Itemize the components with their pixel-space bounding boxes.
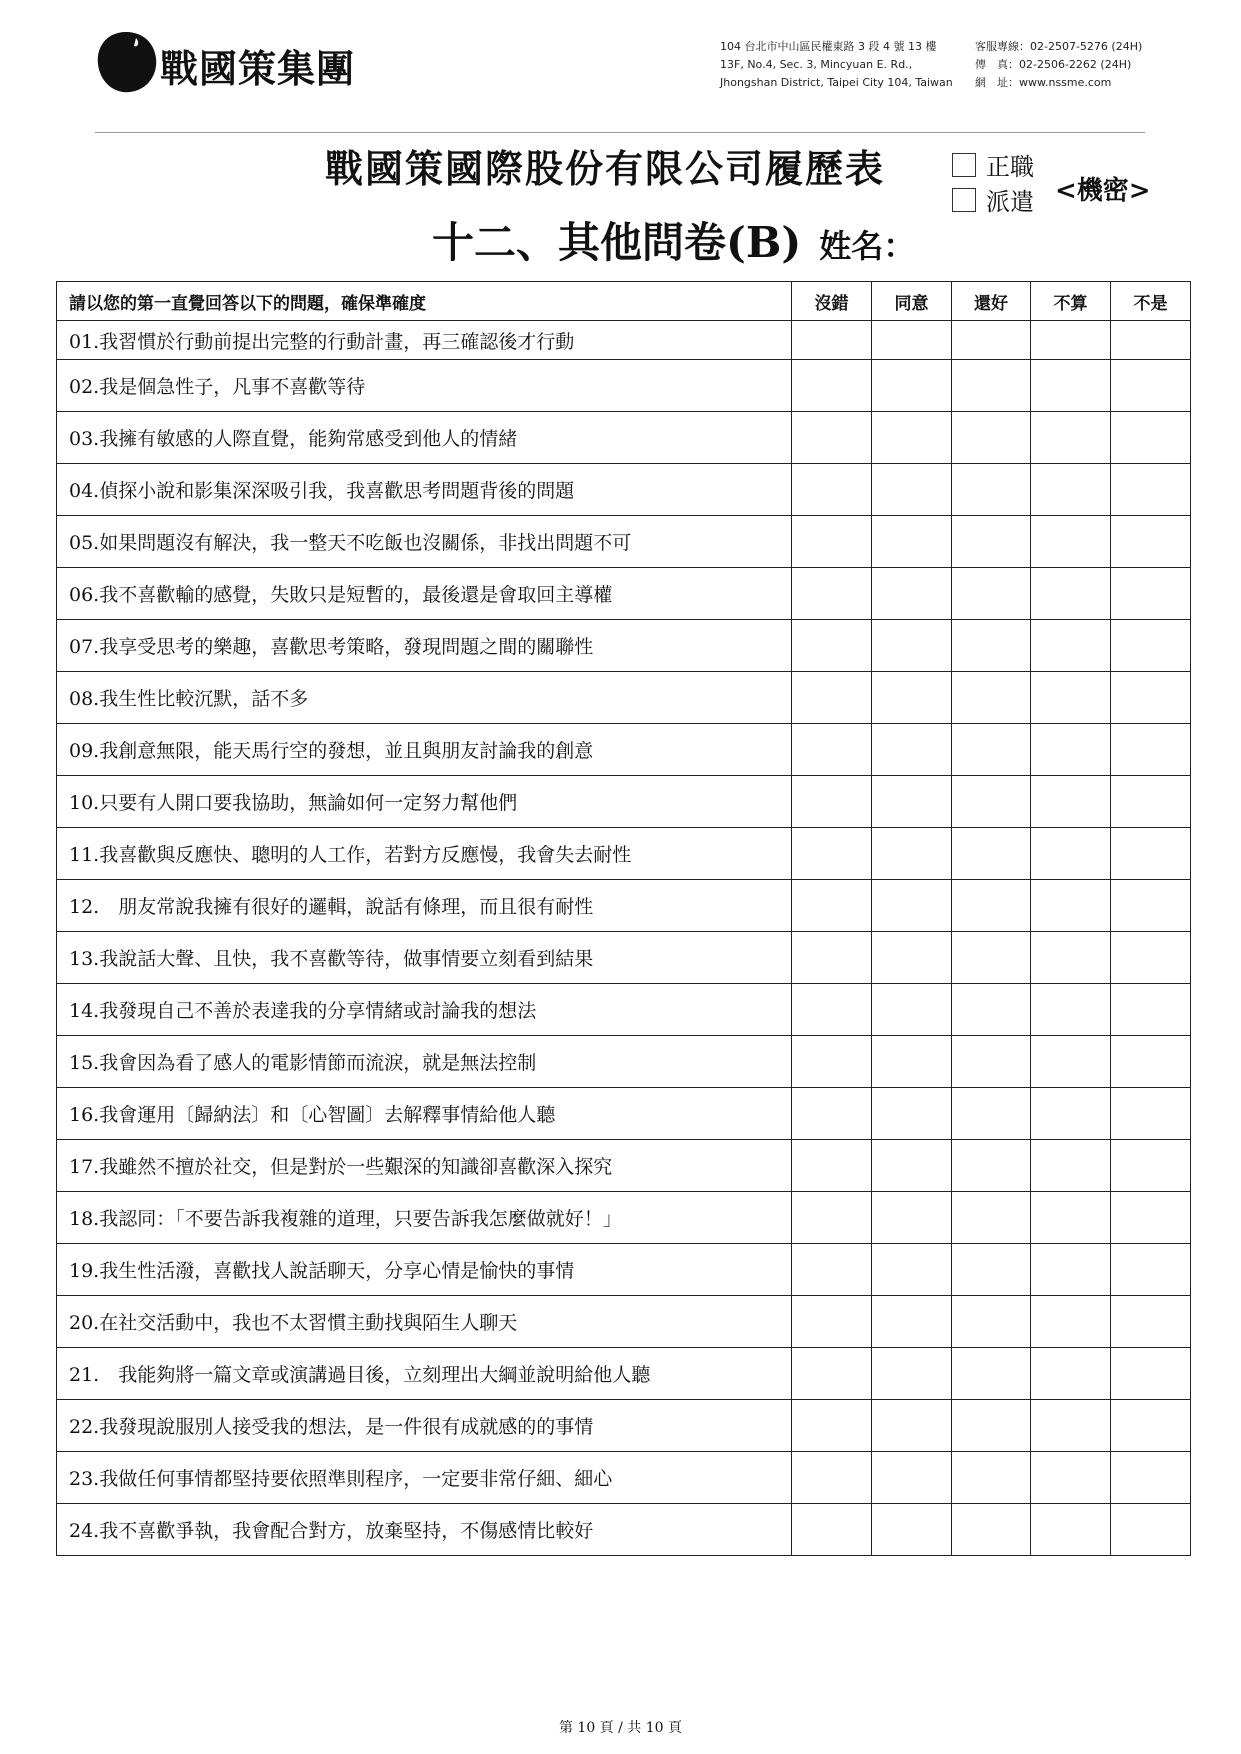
table-row bbox=[57, 568, 1191, 620]
table-row bbox=[57, 984, 1191, 1036]
table-header-row bbox=[57, 282, 1191, 321]
answer-cell[interactable] bbox=[872, 1192, 952, 1244]
answer-cell[interactable] bbox=[792, 412, 872, 464]
question-text: 13.我說話大聲、且快，我不喜歡等待，做事情要立刻看到結果 bbox=[57, 932, 792, 984]
table-row bbox=[57, 516, 1191, 568]
answer-cell[interactable] bbox=[1111, 672, 1191, 724]
answer-cell[interactable] bbox=[1031, 1140, 1111, 1192]
answer-cell[interactable] bbox=[872, 1036, 952, 1088]
question-text: 24.我不喜歡爭執，我會配合對方，放棄堅持，不傷感情比較好 bbox=[57, 1504, 792, 1556]
question-text: 02.我是個急性子，凡事不喜歡等待 bbox=[57, 360, 792, 412]
answer-cell[interactable] bbox=[792, 1244, 872, 1296]
answer-cell[interactable] bbox=[1111, 1504, 1191, 1556]
answer-cell[interactable] bbox=[792, 321, 872, 360]
answer-cell[interactable] bbox=[952, 620, 1031, 672]
checkbox[interactable] bbox=[952, 153, 976, 177]
answer-cell[interactable] bbox=[1111, 828, 1191, 880]
answer-cell[interactable] bbox=[1031, 1088, 1111, 1140]
table-row bbox=[57, 1088, 1191, 1140]
answer-cell[interactable] bbox=[872, 776, 952, 828]
answer-cell[interactable] bbox=[792, 568, 872, 620]
question-text: 20.在社交活動中，我也不太習慣主動找與陌生人聊天 bbox=[57, 1296, 792, 1348]
table-row bbox=[57, 724, 1191, 776]
answer-cell[interactable] bbox=[872, 880, 952, 932]
answer-cell[interactable] bbox=[792, 1088, 872, 1140]
answer-cell[interactable] bbox=[1031, 516, 1111, 568]
question-text: 22.我發現說服別人接受我的想法，是一件很有成就感的的事情 bbox=[57, 1400, 792, 1452]
answer-cell[interactable] bbox=[1111, 321, 1191, 360]
question-text: 01.我習慣於行動前提出完整的行動計畫，再三確認後才行動 bbox=[57, 321, 792, 360]
table-row bbox=[57, 1244, 1191, 1296]
column-header: 還好 bbox=[952, 282, 1031, 321]
answer-cell[interactable] bbox=[952, 932, 1031, 984]
answer-cell[interactable] bbox=[1031, 880, 1111, 932]
header-divider bbox=[95, 132, 1145, 133]
question-text: 21. 我能夠將一篇文章或演講過目後，立刻理出大綱並說明給他人聽 bbox=[57, 1348, 792, 1400]
answer-cell[interactable] bbox=[1111, 1400, 1191, 1452]
answer-cell[interactable] bbox=[1031, 1400, 1111, 1452]
answer-cell[interactable] bbox=[792, 1192, 872, 1244]
answer-cell[interactable] bbox=[872, 321, 952, 360]
answer-cell[interactable] bbox=[1111, 984, 1191, 1036]
answer-cell[interactable] bbox=[872, 1140, 952, 1192]
table-row bbox=[57, 620, 1191, 672]
company-logo-text: 戰國策集團 bbox=[160, 46, 356, 91]
answer-cell[interactable] bbox=[1111, 880, 1191, 932]
answer-cell[interactable] bbox=[952, 412, 1031, 464]
confidential-label: <機密> bbox=[1055, 176, 1151, 206]
answer-cell[interactable] bbox=[1111, 1296, 1191, 1348]
question-text: 04.偵探小說和影集深深吸引我，我喜歡思考問題背後的問題 bbox=[57, 464, 792, 516]
question-text: 09.我創意無限，能天馬行空的發想，並且與朋友討論我的創意 bbox=[57, 724, 792, 776]
table-row bbox=[57, 1296, 1191, 1348]
answer-cell[interactable] bbox=[792, 672, 872, 724]
answer-cell[interactable] bbox=[872, 1400, 952, 1452]
table-row bbox=[57, 1504, 1191, 1556]
answer-cell[interactable] bbox=[872, 828, 952, 880]
answer-cell[interactable] bbox=[872, 412, 952, 464]
answer-cell[interactable] bbox=[1031, 1036, 1111, 1088]
table-row bbox=[57, 880, 1191, 932]
answer-cell[interactable] bbox=[1111, 776, 1191, 828]
answer-cell[interactable] bbox=[952, 1036, 1031, 1088]
table-row bbox=[57, 321, 1191, 360]
question-text: 05.如果問題沒有解決，我一整天不吃飯也沒關係，非找出問題不可 bbox=[57, 516, 792, 568]
answer-cell[interactable] bbox=[952, 1504, 1031, 1556]
answer-cell[interactable] bbox=[1111, 360, 1191, 412]
answer-cell[interactable] bbox=[1031, 932, 1111, 984]
column-header: 不算 bbox=[1031, 282, 1111, 321]
answer-cell[interactable] bbox=[952, 1452, 1031, 1504]
table-row bbox=[57, 932, 1191, 984]
answer-cell[interactable] bbox=[872, 620, 952, 672]
answer-cell[interactable] bbox=[872, 932, 952, 984]
answer-cell[interactable] bbox=[952, 360, 1031, 412]
company-address: 104 台北市中山區民權東路 3 段 4 號 13 樓 13F, No.4, Sec. 3, Mincyuan E. Rd., Jhongshan District, Taipei City 104, Taiwan bbox=[720, 40, 953, 89]
answer-cell[interactable] bbox=[872, 724, 952, 776]
answer-cell[interactable] bbox=[1111, 724, 1191, 776]
answer-cell[interactable] bbox=[1031, 321, 1111, 360]
answer-cell[interactable] bbox=[952, 880, 1031, 932]
question-text: 10.只要有人開口要我協助，無論如何一定努力幫他們 bbox=[57, 776, 792, 828]
answer-cell[interactable] bbox=[952, 1088, 1031, 1140]
table-row bbox=[57, 1036, 1191, 1088]
answer-cell[interactable] bbox=[792, 932, 872, 984]
answer-cell[interactable] bbox=[872, 1296, 952, 1348]
answer-cell[interactable] bbox=[1111, 1088, 1191, 1140]
answer-cell[interactable] bbox=[952, 1192, 1031, 1244]
answer-cell[interactable] bbox=[1031, 1348, 1111, 1400]
table-row bbox=[57, 360, 1191, 412]
answer-cell[interactable] bbox=[872, 464, 952, 516]
table-row bbox=[57, 1192, 1191, 1244]
answer-cell[interactable] bbox=[1031, 672, 1111, 724]
table-row bbox=[57, 1452, 1191, 1504]
answer-cell[interactable] bbox=[952, 568, 1031, 620]
answer-cell[interactable] bbox=[1111, 932, 1191, 984]
answer-cell[interactable] bbox=[872, 1244, 952, 1296]
answer-cell[interactable] bbox=[1111, 516, 1191, 568]
answer-cell[interactable] bbox=[792, 516, 872, 568]
table-row bbox=[57, 1348, 1191, 1400]
answer-cell[interactable] bbox=[952, 1244, 1031, 1296]
answer-cell[interactable] bbox=[1111, 1140, 1191, 1192]
table-row bbox=[57, 1140, 1191, 1192]
question-text: 15.我會因為看了感人的電影情節而流淚，就是無法控制 bbox=[57, 1036, 792, 1088]
company-contact: 客服專線：02-2507-5276 (24H) 傳 真：02-2506-2262 (24H) 網 址：www.nssme.com bbox=[975, 40, 1143, 89]
answer-cell[interactable] bbox=[792, 1348, 872, 1400]
answer-cell[interactable] bbox=[792, 1400, 872, 1452]
answer-cell[interactable] bbox=[792, 1036, 872, 1088]
answer-cell[interactable] bbox=[952, 672, 1031, 724]
answer-cell[interactable] bbox=[792, 828, 872, 880]
answer-cell[interactable] bbox=[1031, 1452, 1111, 1504]
answer-cell[interactable] bbox=[1031, 984, 1111, 1036]
answer-cell[interactable] bbox=[1031, 1192, 1111, 1244]
answer-cell[interactable] bbox=[952, 828, 1031, 880]
answer-cell[interactable] bbox=[952, 464, 1031, 516]
answer-cell[interactable] bbox=[952, 984, 1031, 1036]
answer-cell[interactable] bbox=[1111, 1452, 1191, 1504]
answer-cell[interactable] bbox=[1111, 1348, 1191, 1400]
answer-cell[interactable] bbox=[872, 1348, 952, 1400]
checkbox[interactable] bbox=[952, 188, 976, 212]
table-row bbox=[57, 464, 1191, 516]
answer-cell[interactable] bbox=[792, 360, 872, 412]
answer-cell[interactable] bbox=[1031, 360, 1111, 412]
table-row bbox=[57, 828, 1191, 880]
answer-cell[interactable] bbox=[952, 1296, 1031, 1348]
answer-cell[interactable] bbox=[1031, 776, 1111, 828]
questionnaire-table bbox=[56, 281, 1191, 1556]
answer-cell[interactable] bbox=[1111, 464, 1191, 516]
column-header: 同意 bbox=[872, 282, 952, 321]
question-text: 23.我做任何事情都堅持要依照準則程序，一定要非常仔細、細心 bbox=[57, 1452, 792, 1504]
answer-cell[interactable] bbox=[792, 620, 872, 672]
name-label: 姓名： bbox=[819, 227, 916, 265]
question-text: 19.我生性活潑，喜歡找人說話聊天，分享心情是愉快的事情 bbox=[57, 1244, 792, 1296]
question-text: 12. 朋友常說我擁有很好的邏輯，說話有條理，而且很有耐性 bbox=[57, 880, 792, 932]
question-text: 14.我發現自己不善於表達我的分享情緒或討論我的想法 bbox=[57, 984, 792, 1036]
answer-cell[interactable] bbox=[952, 776, 1031, 828]
answer-cell[interactable] bbox=[1111, 620, 1191, 672]
column-header: 沒錯 bbox=[792, 282, 872, 321]
answer-cell[interactable] bbox=[952, 516, 1031, 568]
answer-cell[interactable] bbox=[952, 1400, 1031, 1452]
question-text: 03.我擁有敏感的人際直覺，能夠常感受到他人的情緒 bbox=[57, 412, 792, 464]
column-header: 不是 bbox=[1111, 282, 1191, 321]
answer-cell[interactable] bbox=[872, 1088, 952, 1140]
page-number: 第 10 頁 / 共 10 頁 bbox=[558, 1720, 683, 1736]
answer-cell[interactable] bbox=[1031, 620, 1111, 672]
answer-cell[interactable] bbox=[792, 776, 872, 828]
table-row bbox=[57, 776, 1191, 828]
answer-cell[interactable] bbox=[872, 360, 952, 412]
question-text: 06.我不喜歡輸的感覺，失敗只是短暫的，最後還是會取回主導權 bbox=[57, 568, 792, 620]
section-title: 十二、其他問卷(B) 姓名： bbox=[432, 218, 916, 267]
answer-cell[interactable] bbox=[952, 321, 1031, 360]
answer-cell[interactable] bbox=[1111, 1036, 1191, 1088]
answer-cell[interactable] bbox=[1031, 412, 1111, 464]
answer-cell[interactable] bbox=[792, 1504, 872, 1556]
question-text: 08.我生性比較沉默，話不多 bbox=[57, 672, 792, 724]
document-title: 戰國策國際股份有限公司履歷表 bbox=[325, 146, 886, 191]
letterhead bbox=[0, 0, 1241, 130]
answer-cell[interactable] bbox=[1031, 828, 1111, 880]
table-row bbox=[57, 1400, 1191, 1452]
answer-cell[interactable] bbox=[792, 1452, 872, 1504]
answer-cell[interactable] bbox=[792, 984, 872, 1036]
answer-cell[interactable] bbox=[872, 516, 952, 568]
question-text: 17.我雖然不擅於社交，但是對於一些艱深的知識卻喜歡深入探究 bbox=[57, 1140, 792, 1192]
answer-cell[interactable] bbox=[872, 984, 952, 1036]
answer-cell[interactable] bbox=[1031, 724, 1111, 776]
answer-cell[interactable] bbox=[952, 1140, 1031, 1192]
answer-cell[interactable] bbox=[1031, 1244, 1111, 1296]
instruction-header: 請以您的第一直覺回答以下的問題，確保準確度 bbox=[57, 282, 792, 321]
answer-cell[interactable] bbox=[1031, 1504, 1111, 1556]
question-text: 07.我享受思考的樂趣，喜歡思考策略，發現問題之間的關聯性 bbox=[57, 620, 792, 672]
answer-cell[interactable] bbox=[1031, 568, 1111, 620]
answer-cell[interactable] bbox=[792, 880, 872, 932]
answer-cell[interactable] bbox=[1031, 1296, 1111, 1348]
answer-cell[interactable] bbox=[1031, 464, 1111, 516]
question-text: 18.我認同：「不要告訴我複雜的道理，只要告訴我怎麼做就好！」 bbox=[57, 1192, 792, 1244]
ink-brush-icon bbox=[98, 32, 157, 92]
answer-cell[interactable] bbox=[1111, 1244, 1191, 1296]
answer-cell[interactable] bbox=[1111, 412, 1191, 464]
employment-option-fulltime[interactable]: 正職 bbox=[952, 147, 1034, 182]
answer-cell[interactable] bbox=[872, 568, 952, 620]
answer-cell[interactable] bbox=[872, 1452, 952, 1504]
answer-cell[interactable] bbox=[1111, 1192, 1191, 1244]
question-text: 11.我喜歡與反應快、聰明的人工作，若對方反應慢，我會失去耐性 bbox=[57, 828, 792, 880]
answer-cell[interactable] bbox=[792, 724, 872, 776]
answer-cell[interactable] bbox=[1111, 568, 1191, 620]
answer-cell[interactable] bbox=[952, 1348, 1031, 1400]
table-row bbox=[57, 672, 1191, 724]
answer-cell[interactable] bbox=[952, 724, 1031, 776]
employment-option-dispatch[interactable]: 派遣 bbox=[952, 182, 1034, 217]
answer-cell[interactable] bbox=[792, 464, 872, 516]
table-row bbox=[57, 412, 1191, 464]
answer-cell[interactable] bbox=[872, 1504, 952, 1556]
answer-cell[interactable] bbox=[872, 672, 952, 724]
question-text: 16.我會運用〔歸納法〕和〔心智圖〕去解釋事情給他人聽 bbox=[57, 1088, 792, 1140]
answer-cell[interactable] bbox=[792, 1140, 872, 1192]
answer-cell[interactable] bbox=[792, 1296, 872, 1348]
